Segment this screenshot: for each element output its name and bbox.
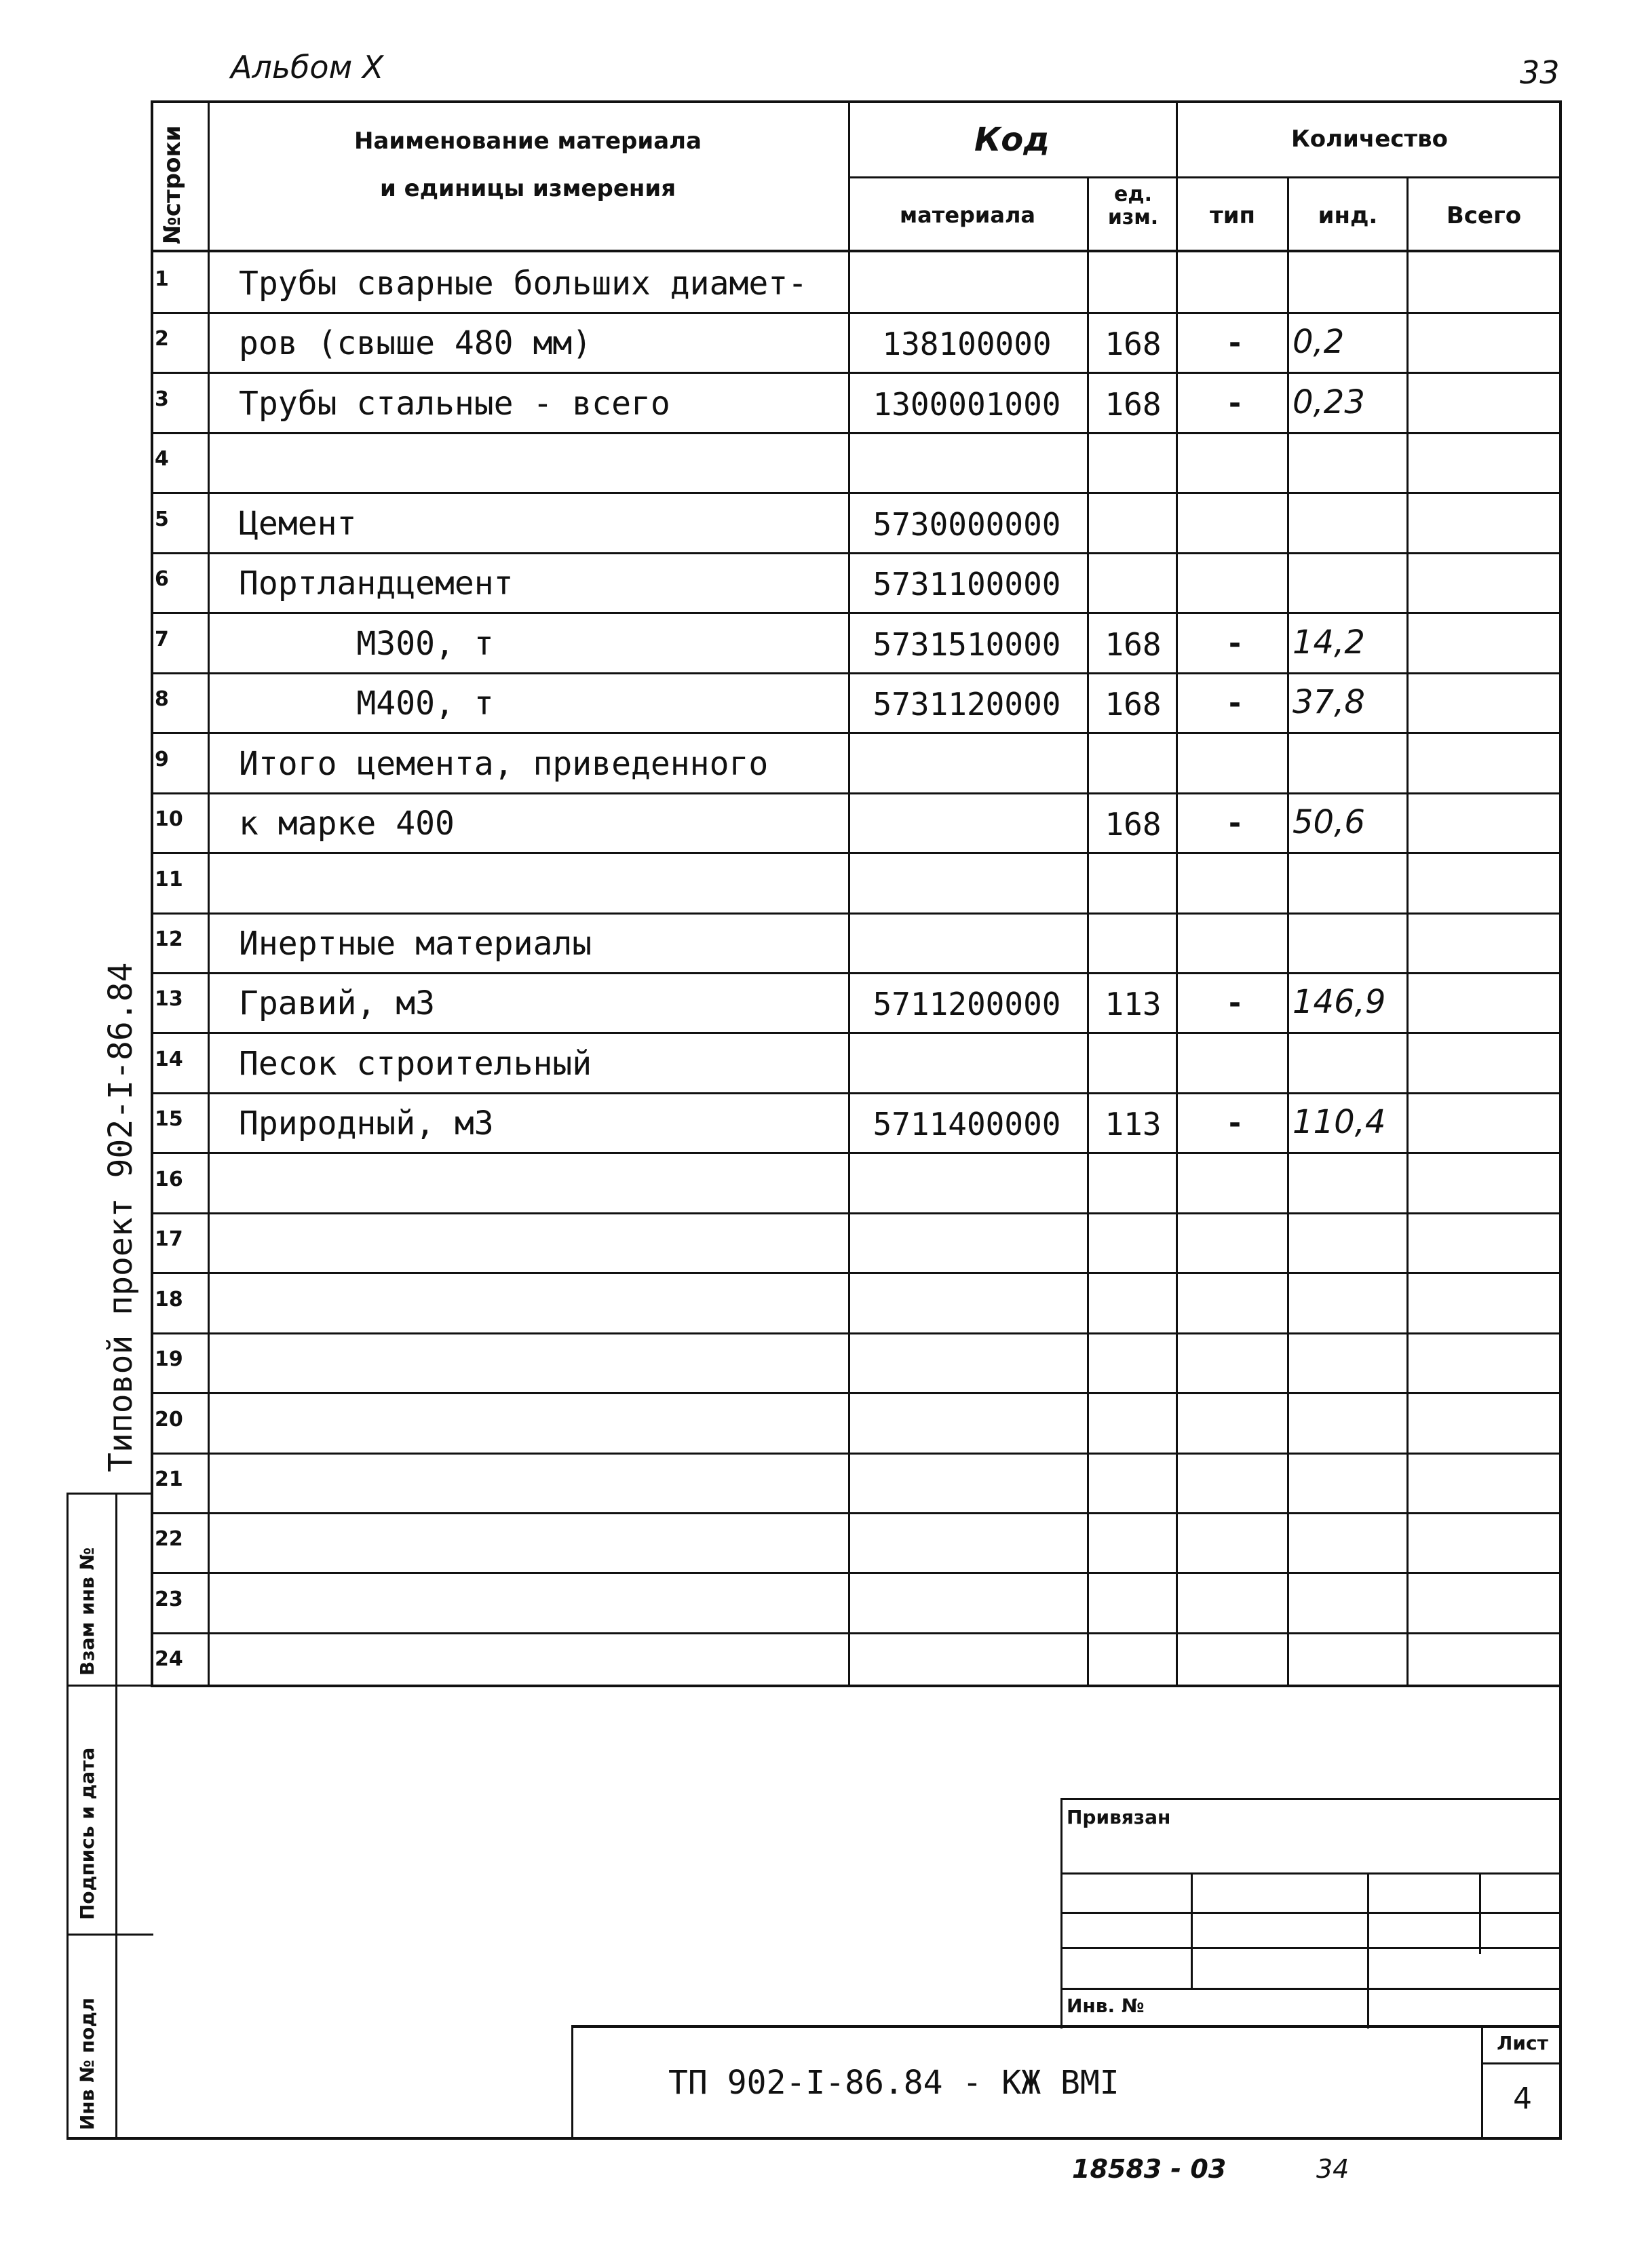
row-number: 17	[155, 1227, 183, 1251]
qty-ind: 146,9	[1293, 983, 1386, 1021]
row-number: 8	[155, 687, 169, 711]
row-number: 16	[155, 1168, 183, 1191]
material-name: М300, т	[239, 625, 494, 663]
row-number: 19	[155, 1347, 183, 1371]
unit-code: 168	[1105, 326, 1162, 362]
row-number: 11	[155, 868, 183, 891]
qty-type: -	[1228, 386, 1242, 421]
unit-code: 168	[1105, 386, 1162, 423]
header-code-unit: ед. изм.	[1107, 182, 1159, 229]
material-code: 1300001000	[873, 386, 1061, 423]
qty-ind: 0,23	[1293, 383, 1365, 421]
album-label: Альбом X	[231, 49, 384, 85]
material-code: 5731100000	[873, 566, 1061, 602]
row-number: 15	[155, 1107, 183, 1131]
qty-type: -	[1228, 806, 1242, 841]
qty-type: -	[1228, 1106, 1242, 1140]
footer-note: 18583 - 03	[1072, 2154, 1227, 2184]
header-row-number: №строки	[159, 125, 186, 244]
row-number: 10	[155, 807, 183, 831]
material-code: 5711200000	[873, 986, 1061, 1022]
row-number: 6	[155, 567, 169, 591]
unit-code: 113	[1105, 986, 1162, 1022]
material-name: Трубы сварные больших диамет-	[239, 265, 808, 303]
qty-type: -	[1228, 986, 1242, 1020]
material-name: Цемент	[239, 505, 357, 543]
row-number: 3	[155, 387, 169, 411]
header-name-line2: и единицы измерения	[379, 175, 676, 202]
header-name-line1: Наименование материала	[353, 128, 702, 155]
material-name: М400, т	[239, 685, 494, 723]
unit-code: 168	[1105, 626, 1162, 663]
qty-ind: 37,8	[1293, 683, 1365, 721]
sheet-number: 4	[1513, 2081, 1532, 2116]
header-code: Код	[974, 121, 1050, 159]
document-code: ТП 902-I-86.84 - КЖ ВМI	[668, 2064, 1119, 2102]
unit-code: 113	[1105, 1106, 1162, 1142]
header-qty-total: Всего	[1446, 202, 1522, 229]
row-number: 5	[155, 507, 169, 531]
material-name: ров (свыше 480 мм)	[239, 324, 592, 362]
material-code: 5711400000	[873, 1106, 1061, 1142]
footer-page: 34	[1316, 2154, 1350, 2184]
header-qty-ind: инд.	[1318, 202, 1378, 229]
material-name: к марке 400	[239, 805, 455, 843]
row-number: 7	[155, 628, 169, 651]
material-name: Инертные материалы	[239, 925, 592, 963]
row-number: 2	[155, 327, 169, 351]
qty-ind: 110,4	[1293, 1103, 1386, 1141]
page-number: 33	[1520, 54, 1560, 91]
sheet-label: Лист	[1497, 2032, 1548, 2054]
qty-ind: 50,6	[1293, 803, 1365, 841]
material-name: Трубы стальные - всего	[239, 385, 670, 423]
title-inv-no: Инв. №	[1067, 1995, 1145, 2017]
unit-code: 168	[1105, 686, 1162, 723]
header-code-material: материала	[900, 202, 1035, 228]
row-number: 20	[155, 1408, 183, 1431]
margin-vzam-label: Взам инв №	[76, 1547, 98, 1676]
qty-type: -	[1228, 326, 1242, 360]
material-code: 138100000	[882, 326, 1052, 362]
material-code: 5730000000	[873, 506, 1061, 543]
qty-ind: 0,2	[1293, 323, 1345, 361]
row-number: 21	[155, 1467, 183, 1491]
margin-inv-podl-label: Инв № подл	[76, 1997, 98, 2130]
material-name: Природный, м3	[239, 1104, 494, 1142]
row-number: 23	[155, 1588, 183, 1611]
unit-code: 168	[1105, 806, 1162, 843]
side-project-title: Типовой проект 902-I-86.84	[102, 962, 140, 1472]
qty-type: -	[1228, 686, 1242, 720]
material-code: 5731510000	[873, 626, 1061, 663]
title-privyazan: Привязан	[1067, 1806, 1171, 1828]
row-number: 12	[155, 927, 183, 951]
qty-type: -	[1228, 626, 1242, 661]
row-number: 14	[155, 1047, 183, 1071]
row-number: 22	[155, 1527, 183, 1551]
row-number: 1	[155, 267, 169, 291]
row-number: 9	[155, 748, 169, 771]
row-number: 18	[155, 1288, 183, 1311]
row-number: 13	[155, 987, 183, 1011]
row-number: 24	[155, 1647, 183, 1671]
margin-podpis-label: Подпись и дата	[76, 1747, 98, 1920]
header-quantity: Количество	[1290, 126, 1448, 153]
row-number: 4	[155, 447, 169, 471]
material-name: Гравий, м3	[239, 984, 435, 1022]
material-code: 5731120000	[873, 686, 1061, 723]
header-qty-type: тип	[1209, 202, 1256, 229]
material-name: Песок строительный	[239, 1045, 592, 1083]
qty-ind: 14,2	[1293, 623, 1365, 661]
material-name: Итого цемента, приведенного	[239, 745, 769, 783]
material-name: Портландцемент	[239, 564, 514, 602]
